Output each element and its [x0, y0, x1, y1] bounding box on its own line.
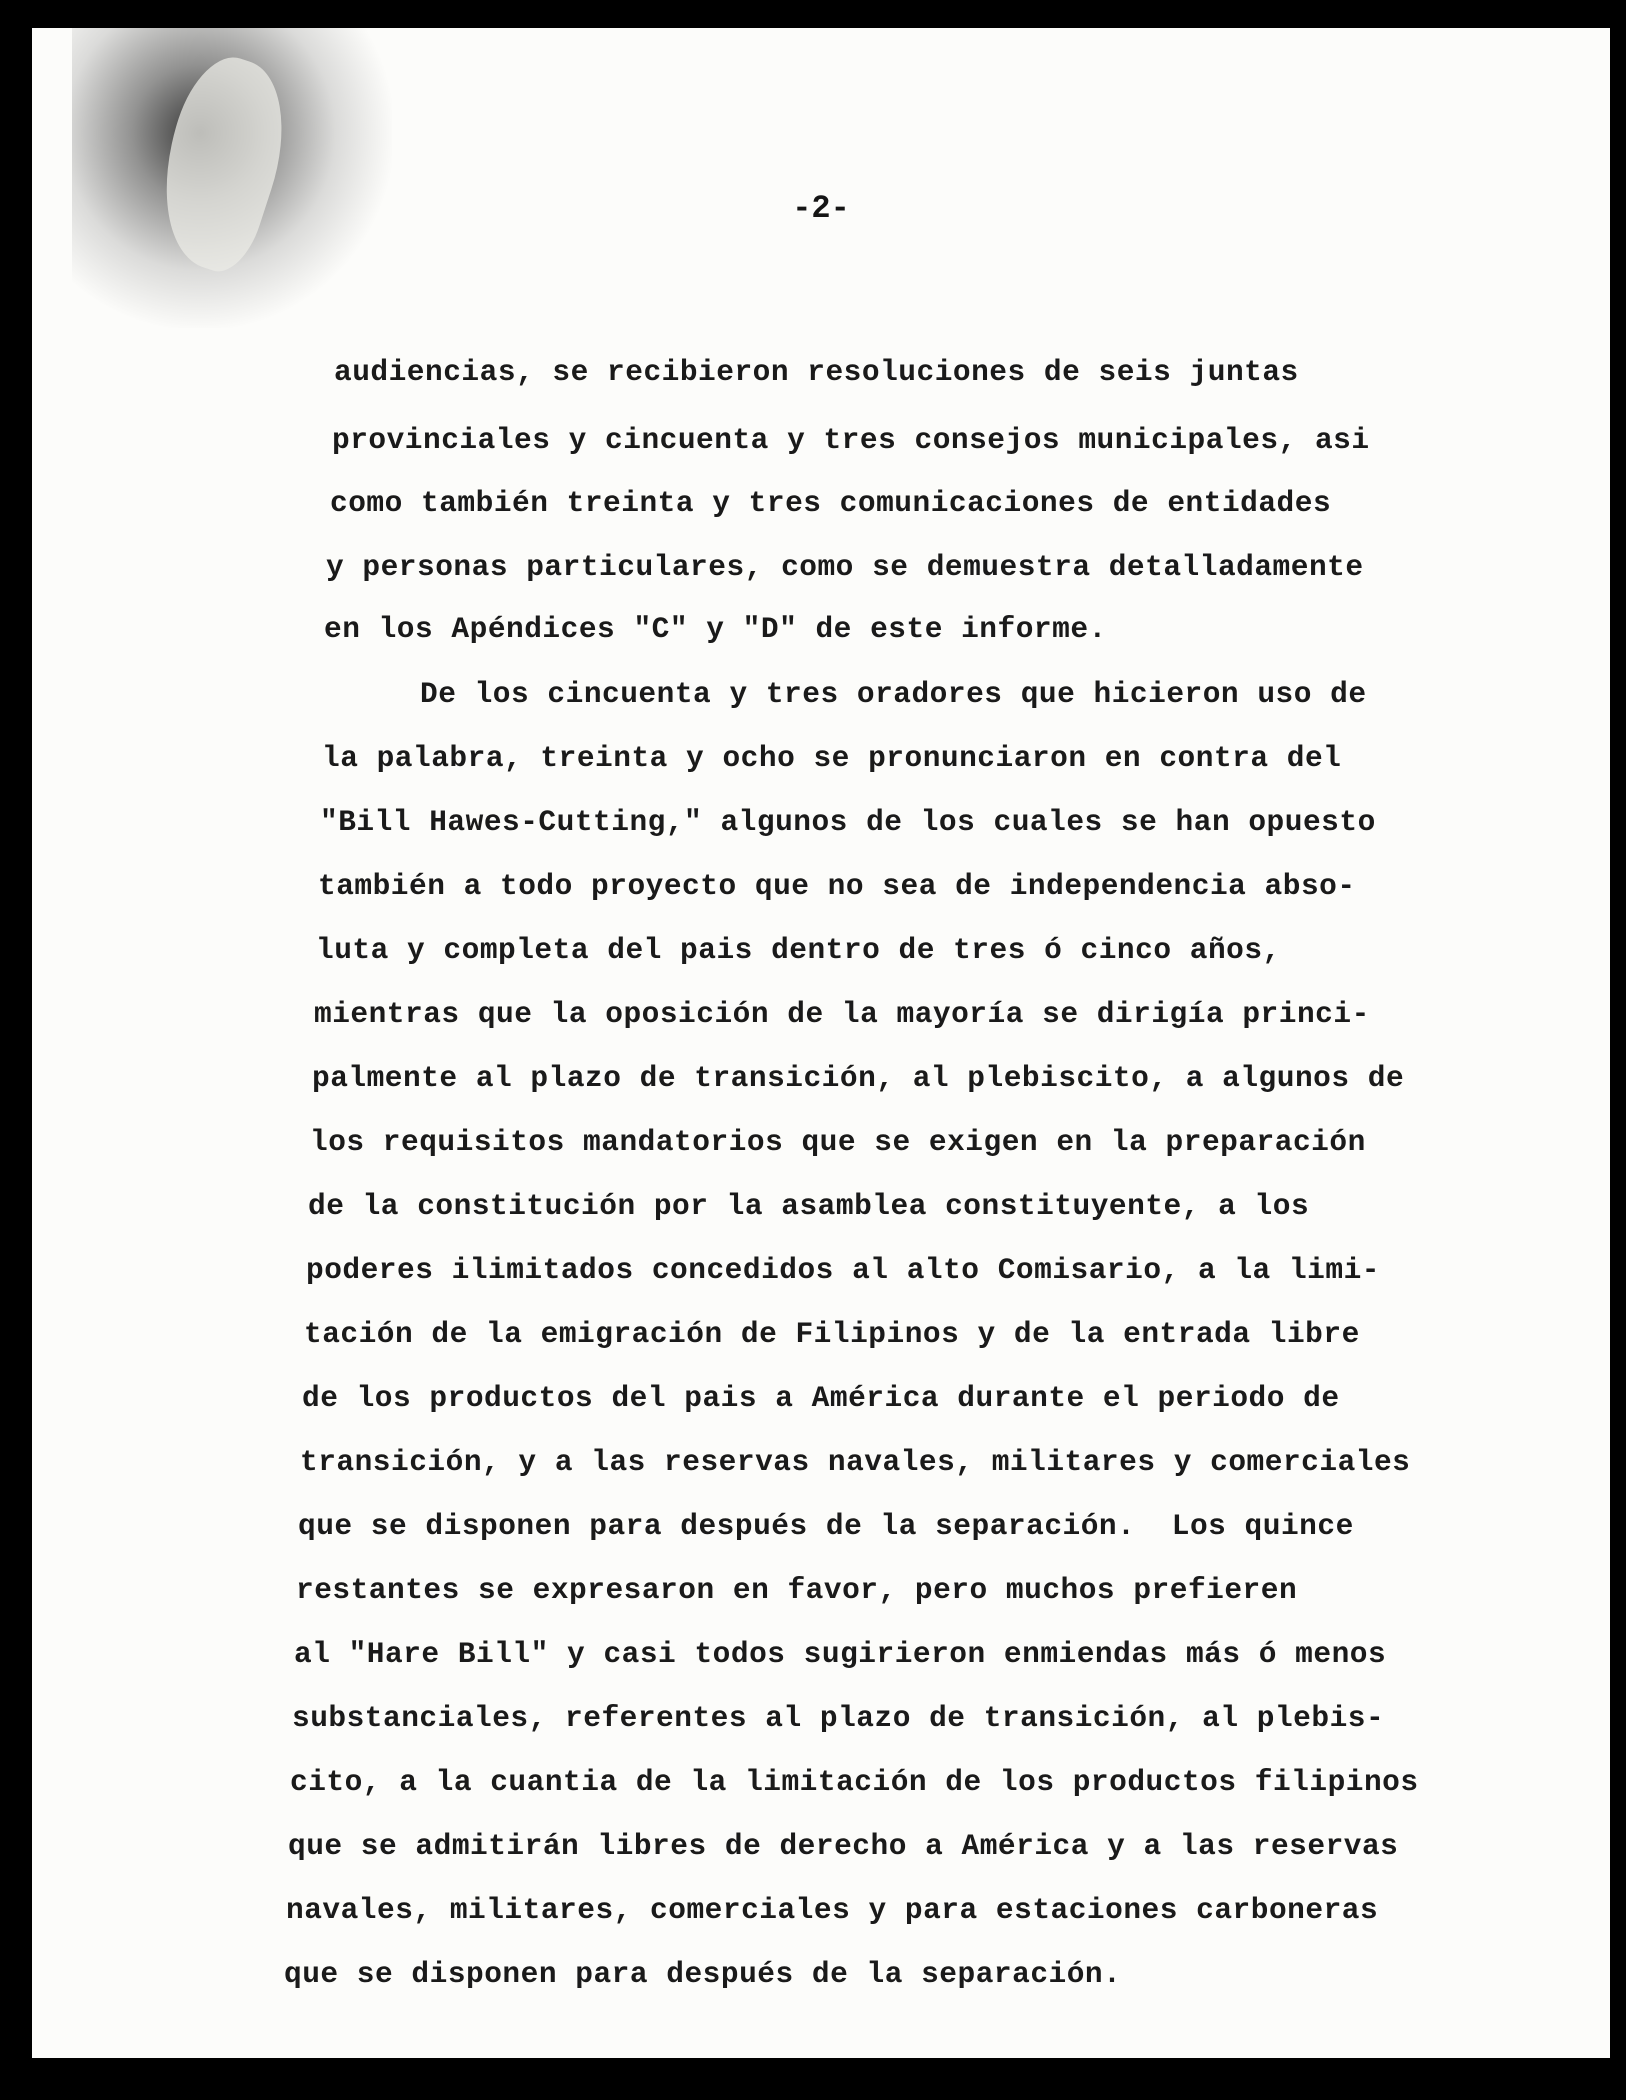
text-line: y personas particulares, como se demuestra detalladamente: [326, 550, 1364, 584]
page-number: -2-: [792, 190, 850, 227]
text-line: cito, a la cuantia de la limitación de los productos filipinos: [290, 1765, 1419, 1799]
text-line: restantes se expresaron en favor, pero muchos prefieren: [296, 1573, 1298, 1607]
text-line: luta y completa del pais dentro de tres ó cinco años,: [316, 933, 1281, 967]
text-line: audiencias, se recibieron resoluciones de seis juntas: [334, 355, 1299, 389]
text-line: que se disponen para después de la separación. Los quince: [298, 1509, 1354, 1543]
text-line: tación de la emigración de Filipinos y de la entrada libre: [304, 1317, 1360, 1351]
text-line: de los productos del pais a América durante el periodo de: [302, 1381, 1340, 1415]
text-line: también a todo proyecto que no sea de independencia abso-: [318, 869, 1356, 903]
text-line: como también treinta y tres comunicaciones de entidades: [330, 486, 1332, 520]
text-line: poderes ilimitados concedidos al alto Comisario, a la limi-: [306, 1253, 1380, 1287]
text-line: palmente al plazo de transición, al plebiscito, a algunos de: [312, 1061, 1405, 1095]
document-page: [32, 28, 1610, 2058]
text-line: en los Apéndices "C" y "D" de este informe.: [324, 612, 1107, 646]
text-line: "Bill Hawes-Cutting," algunos de los cuales se han opuesto: [320, 805, 1376, 839]
text-line: substanciales, referentes al plazo de transición, al plebis-: [292, 1701, 1385, 1735]
text-line: que se disponen para después de la separación.: [284, 1957, 1122, 1991]
text-line: De los cincuenta y tres oradores que hicieron uso de: [420, 677, 1367, 711]
corner-stain: [72, 28, 392, 328]
text-line: los requisitos mandatorios que se exigen en la preparación: [310, 1125, 1366, 1159]
text-line: navales, militares, comerciales y para estaciones carboneras: [286, 1893, 1379, 1927]
text-line: provinciales y cincuenta y tres consejos municipales, asi: [332, 423, 1370, 457]
text-line: que se admitirán libres de derecho a América y a las reservas: [288, 1829, 1399, 1863]
text-line: mientras que la oposición de la mayoría se dirigía princi-: [314, 997, 1370, 1031]
text-line: de la constitución por la asamblea constituyente, a los: [308, 1189, 1310, 1223]
text-line: la palabra, treinta y ocho se pronunciaron en contra del: [322, 741, 1342, 775]
text-line: transición, y a las reservas navales, militares y comerciales: [300, 1445, 1411, 1479]
text-line: al "Hare Bill" y casi todos sugirieron enmiendas más ó menos: [294, 1637, 1387, 1671]
